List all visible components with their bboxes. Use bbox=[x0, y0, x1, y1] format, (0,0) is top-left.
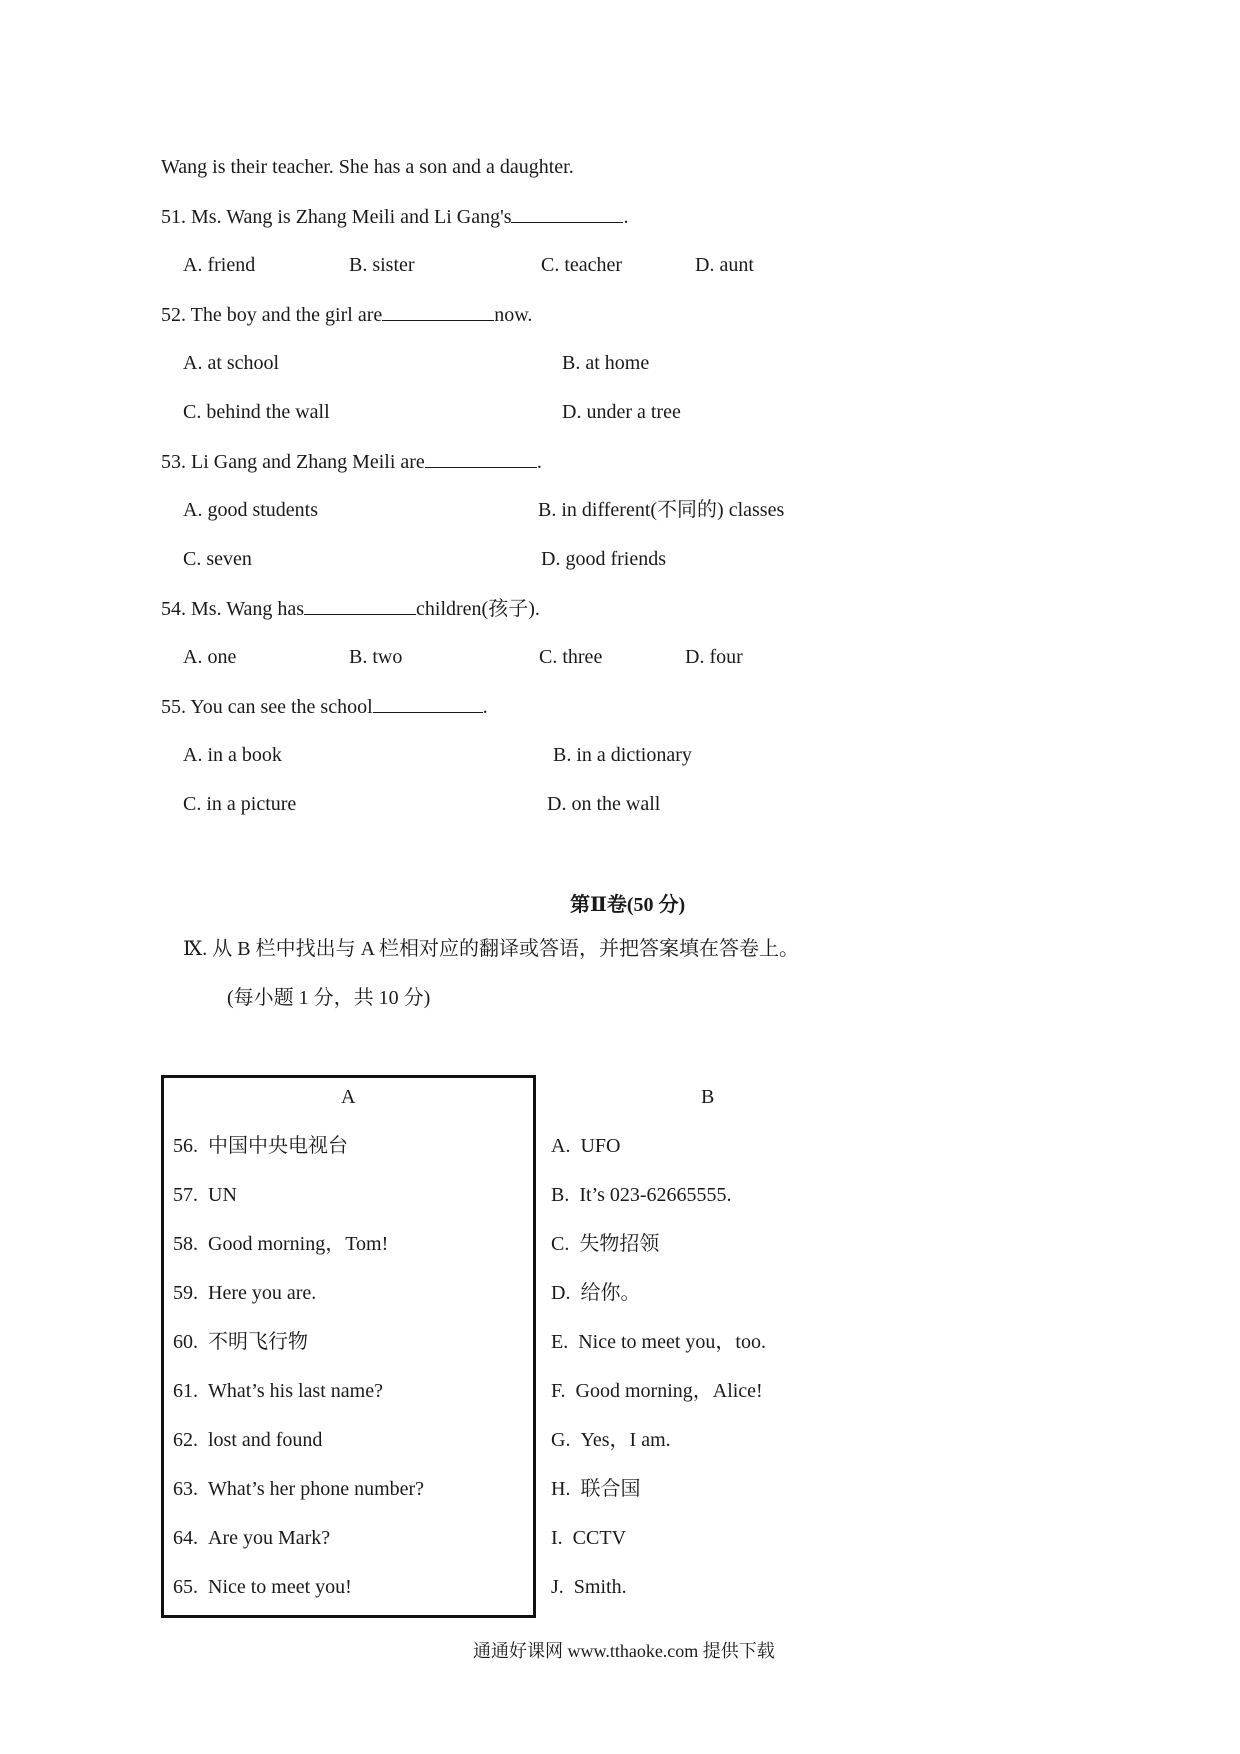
section9-points: (每小题 1 分，共 10 分) bbox=[227, 987, 431, 1009]
match-a-65: 65. Nice to meet you! bbox=[173, 1576, 352, 1598]
match-b-a: A. UFO bbox=[551, 1135, 621, 1157]
option-53-c[interactable]: C. seven bbox=[183, 548, 252, 570]
option-52-a[interactable]: A. at school bbox=[183, 352, 280, 374]
part2-title: 第Ⅱ卷(50 分) bbox=[570, 894, 686, 916]
option-52-d[interactable]: D. under a tree bbox=[562, 401, 681, 423]
match-a-61: 61. What’s his last name? bbox=[173, 1380, 383, 1402]
question-53 bbox=[161, 449, 542, 474]
column-a-header: A bbox=[341, 1086, 356, 1108]
question-number: 51. bbox=[161, 206, 186, 228]
question-text-end: . bbox=[623, 206, 629, 228]
match-a-60: 60. 不明飞行物 bbox=[173, 1331, 308, 1353]
match-b-e: E. Nice to meet you，too. bbox=[551, 1331, 766, 1353]
question-number: 52. bbox=[161, 304, 186, 326]
match-b-d: D. 给你。 bbox=[551, 1282, 641, 1304]
option-51-d[interactable]: D. aunt bbox=[695, 254, 754, 276]
intro-line: Wang is their teacher. She has a son and a daughter. bbox=[161, 156, 574, 178]
option-55-b[interactable]: B. in a dictionary bbox=[553, 744, 692, 766]
question-52 bbox=[161, 302, 532, 327]
option-51-b[interactable]: B. sister bbox=[349, 254, 415, 276]
answer-blank[interactable] bbox=[382, 302, 494, 321]
option-53-b[interactable]: B. in different(不同的) classes bbox=[538, 499, 785, 521]
match-b-b: B. It’s 023-62665555. bbox=[551, 1184, 732, 1206]
section9-instruction: Ⅸ. 从 B 栏中找出与 A 栏相对应的翻译或答语，并把答案填在答卷上。 bbox=[183, 938, 799, 960]
question-number: 55. bbox=[161, 696, 186, 718]
question-text: The boy and the girl are bbox=[190, 304, 383, 326]
match-a-62: 62. lost and found bbox=[173, 1429, 323, 1451]
answer-blank[interactable] bbox=[304, 596, 416, 615]
match-b-f: F. Good morning，Alice! bbox=[551, 1380, 763, 1402]
question-number: 54. bbox=[161, 598, 186, 620]
answer-blank[interactable] bbox=[425, 449, 537, 468]
question-text: Ms. Wang has bbox=[191, 598, 305, 620]
option-54-d[interactable]: D. four bbox=[685, 646, 743, 668]
question-text-end: now. bbox=[494, 304, 533, 326]
match-b-c: C. 失物招领 bbox=[551, 1233, 660, 1255]
question-55 bbox=[161, 694, 488, 719]
answer-blank[interactable] bbox=[511, 204, 623, 223]
question-54 bbox=[161, 596, 540, 621]
question-text-end: . bbox=[482, 696, 488, 718]
answer-blank[interactable] bbox=[373, 694, 483, 713]
match-b-i: I. CCTV bbox=[551, 1527, 627, 1549]
option-55-d[interactable]: D. on the wall bbox=[547, 793, 661, 815]
question-text: You can see the school bbox=[190, 696, 373, 718]
match-a-56: 56. 中国中央电视台 bbox=[173, 1135, 348, 1157]
match-a-57: 57. UN bbox=[173, 1184, 237, 1206]
footer-watermark: 通通好课网 www.tthaoke.com 提供下载 bbox=[473, 1641, 775, 1661]
option-54-c[interactable]: C. three bbox=[539, 646, 603, 668]
option-51-c[interactable]: C. teacher bbox=[541, 254, 623, 276]
match-b-j: J. Smith. bbox=[551, 1576, 627, 1598]
question-text-end: . bbox=[536, 451, 542, 473]
match-a-58: 58. Good morning，Tom! bbox=[173, 1233, 389, 1255]
option-51-a[interactable]: A. friend bbox=[183, 254, 256, 276]
match-a-64: 64. Are you Mark? bbox=[173, 1527, 331, 1549]
match-a-63: 63. What’s her phone number? bbox=[173, 1478, 425, 1500]
option-53-d[interactable]: D. good friends bbox=[541, 548, 666, 570]
option-55-c[interactable]: C. in a picture bbox=[183, 793, 297, 815]
option-55-a[interactable]: A. in a book bbox=[183, 744, 282, 766]
question-text: Li Gang and Zhang Meili are bbox=[191, 451, 425, 473]
question-text: Ms. Wang is Zhang Meili and Li Gang's bbox=[191, 206, 512, 228]
question-51 bbox=[161, 204, 628, 229]
option-53-a[interactable]: A. good students bbox=[183, 499, 319, 521]
option-52-b[interactable]: B. at home bbox=[562, 352, 650, 374]
option-54-b[interactable]: B. two bbox=[349, 646, 403, 668]
question-number: 53. bbox=[161, 451, 186, 473]
match-b-g: G. Yes，I am. bbox=[551, 1429, 671, 1451]
question-text-end: children(孩子). bbox=[416, 598, 540, 620]
option-54-a[interactable]: A. one bbox=[183, 646, 237, 668]
match-a-59: 59. Here you are. bbox=[173, 1282, 317, 1304]
column-b-header: B bbox=[701, 1086, 715, 1108]
match-b-h: H. 联合国 bbox=[551, 1478, 641, 1500]
option-52-c[interactable]: C. behind the wall bbox=[183, 401, 330, 423]
